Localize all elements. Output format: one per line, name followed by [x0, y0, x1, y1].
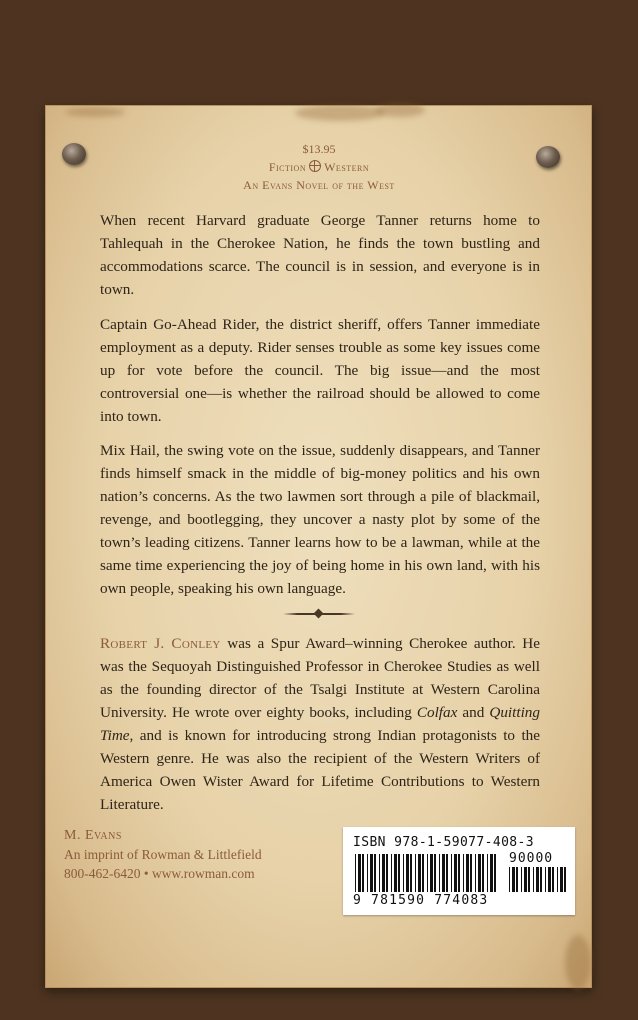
description-paragraph-3: Mix Hail, the swing vote on the issue, suddenly disappears, and Tanner finds himself smack in the middle of big-money politics and his own nation’s concerns. As the two lawmen sort through a pile of blackmail, revenge, and bootlegging, they uncover a nasty plot by some of the town’s leading citizens. Tanner learns how to be a lawman, while at the same time experiencing the joy of being home in his own land, with his own people, speaking his own language.: [100, 442, 540, 597]
description-paragraph-2: Captain Go-Ahead Rider, the district sheriff, offers Tanner immediate employment as a deputy. Rider senses trouble as some key issues come up for vote before the council. The big issue—and the most controversial one—is whether the railroad should be allowed to come into town.: [100, 316, 540, 425]
publisher-imprint: An imprint of Rowman & Littlefield: [64, 847, 262, 862]
barcode-bar: [545, 867, 546, 892]
barcode-bar: [509, 867, 510, 892]
barcode-bar: [560, 867, 563, 892]
barcode-bar: [533, 867, 534, 892]
barcode-bar: [374, 854, 376, 892]
barcode-bar: [470, 854, 472, 892]
bio-text-1: was a Spur Award–winning Cherokee author. He was the Sequoyah Distinguished Professor in Cherokee Studies as well as the founding director of the Tsalgi Institute at Western Carolina University. He wrote over eighty books, including: [100, 635, 541, 721]
barcode-bar: [490, 854, 493, 892]
barcode-bar: [427, 854, 428, 892]
barcode-bar: [528, 867, 530, 892]
barcode-bar: [475, 854, 476, 892]
barcode-bar: [394, 854, 397, 892]
barcode-bar: [521, 867, 522, 892]
price-label: $13.95: [302, 142, 336, 156]
barcode-bar: [548, 867, 551, 892]
series-label: An Evans Novel of the West: [243, 178, 395, 192]
barcode-bar: [564, 867, 566, 892]
barcode-bar: [524, 867, 527, 892]
barcode-bar: [367, 854, 368, 892]
barcode-bar: [516, 867, 518, 892]
paper-stain: [375, 103, 425, 117]
barcode-bar: [482, 854, 484, 892]
ornament-divider: [283, 612, 355, 616]
barcode-bar: [463, 854, 464, 892]
paper-stain: [565, 935, 591, 990]
isbn-barcode: [343, 827, 575, 915]
genre-fiction: Fiction: [268, 160, 307, 174]
paper-stain: [65, 107, 125, 117]
barcode-bar: [418, 854, 421, 892]
barcode-bar: [386, 854, 388, 892]
isbn-text: ISBN 978-1-59077-408-3: [353, 835, 534, 850]
barcode-bar: [557, 867, 558, 892]
barcode-bar: [454, 854, 457, 892]
barcode-bar: [398, 854, 400, 892]
barcode-bar: [406, 854, 409, 892]
barcode-bar: [355, 854, 356, 892]
genre-label: [0, 160, 638, 175]
barcode-bar: [410, 854, 412, 892]
globe-icon: [309, 160, 321, 172]
paper-stain: [295, 105, 385, 121]
author-bio: [100, 632, 540, 816]
barcode-bar: [540, 867, 542, 892]
book-title-quitting-time: Quitting Time: [100, 704, 540, 744]
barcode-bar: [362, 854, 364, 892]
barcode-price-code: 90000: [509, 851, 554, 866]
genre-western: Western: [324, 160, 370, 174]
barcode-bar: [422, 854, 424, 892]
barcode-bar: [370, 854, 373, 892]
barcode-bar: [451, 854, 452, 892]
barcode-bar: [391, 854, 392, 892]
bio-text-3: , and is known for introducing strong Indian protagonists to the Western genre. He was also the recipient of the Western Writers of America Owen Wister Award for Lifetime Contributions to Western Literature.: [100, 727, 540, 813]
barcode-bar: [442, 854, 445, 892]
barcode-bar: [446, 854, 448, 892]
barcode-digits: 9 781590 774083: [353, 893, 489, 908]
barcode-bar: [487, 854, 488, 892]
description-paragraph-1: When recent Harvard graduate George Tanner returns home to Tahlequah in the Cherokee Nation, he finds the town bustling and accommodations scarce. The council is in session, and everyone is in town.: [100, 212, 540, 298]
book-title-colfax: Colfax: [416, 704, 458, 721]
barcode-bar: [430, 854, 433, 892]
barcode-bar: [403, 854, 404, 892]
publisher-name: M. Evans: [64, 828, 122, 843]
author-name: Robert J. Conley: [100, 635, 221, 652]
barcode-bar: [466, 854, 469, 892]
barcode-bar: [439, 854, 440, 892]
publisher-info: [64, 826, 262, 883]
barcode-bar: [536, 867, 539, 892]
barcode-bar: [478, 854, 481, 892]
barcode-bar: [512, 867, 515, 892]
barcode-bar: [358, 854, 361, 892]
bio-text-2: and: [457, 704, 490, 721]
barcode-bar: [415, 854, 416, 892]
publisher-contact: 800-462-6420 • www.rowman.com: [64, 866, 255, 881]
barcode-bar: [552, 867, 554, 892]
barcode-bar: [434, 854, 436, 892]
barcode-bar: [494, 854, 496, 892]
barcode-bar: [458, 854, 460, 892]
barcode-bar: [382, 854, 385, 892]
barcode-bar: [379, 854, 380, 892]
